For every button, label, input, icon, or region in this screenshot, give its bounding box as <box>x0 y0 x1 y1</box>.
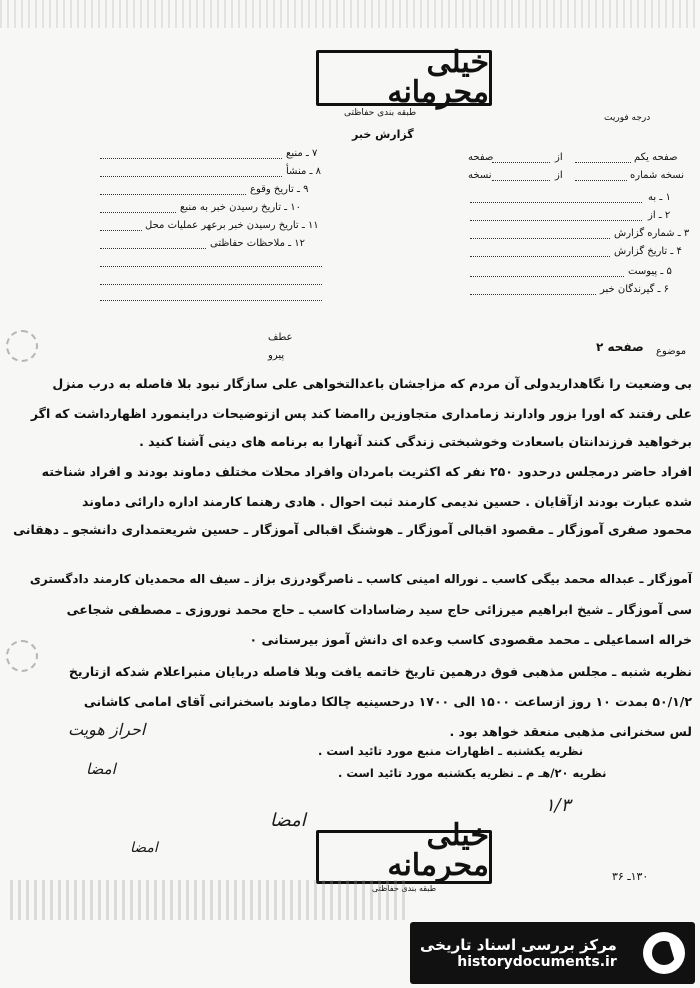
field-10: ۱۰ ـ تاریخ رسیدن خبر به منبع <box>180 202 302 213</box>
field-9: ۹ ـ تاریخ وقوع <box>250 184 309 195</box>
dotted-line <box>100 194 246 195</box>
classification-caption: طبقه بندی حفاظتی <box>371 884 437 893</box>
dotted-line <box>470 220 642 221</box>
az-label: از <box>555 170 563 181</box>
classification-text: خیلی محرمانه <box>387 818 489 883</box>
body-line: علی رفتند که اورا بزور وادارند زمامداری متجاوزین راامضا کند پس ازتوضیحات دراینمورد اظهارداشت که اگر <box>30 406 692 421</box>
dotted-line <box>100 230 142 231</box>
body-line: ۵۰/۱/۲ بمدت ۱۰ روز ازساعت ۱۵۰۰ الی ۱۷۰۰ درحسینیه چالکا دماوند باسخنرانی آقای امامی کاشانی <box>83 694 692 709</box>
dotted-line <box>470 276 624 277</box>
logo-text-block <box>420 936 617 970</box>
body-line: افراد حاضر درمجلس درحدود ۲۵۰ نفر که اکثریت بامردان وافراد محلات مختلف دماوند بودند و افراد شناخته <box>41 464 692 479</box>
field-12: ۱۲ ـ ملاحظات حفاظتی <box>210 238 305 249</box>
handwritten-date: ۱/۳ <box>545 795 571 816</box>
punch-hole-mark <box>6 640 38 672</box>
punch-hole-mark <box>6 330 38 362</box>
scan-noise <box>10 880 405 920</box>
dotted-line <box>492 180 550 181</box>
dotted-line <box>470 294 596 295</box>
field-11: ۱۱ ـ تاریخ رسیدن خبر برعهر عملیات محل <box>145 220 319 231</box>
classification-stamp-bottom <box>316 818 492 893</box>
scan-noise <box>0 0 700 28</box>
copy-word: نسخه <box>468 170 492 181</box>
logo-title: مرکز بررسی اسناد تاریخی <box>420 936 617 954</box>
body-line: آموزگار ـ عبداله محمد بیگی کاسب ـ نوراله امینی کاسب ـ ناصرگودرزی بزاز ـ سیف اله محمدیان کارمند دادگستری <box>29 572 692 586</box>
atf-label: عطف <box>268 332 293 343</box>
field-2: ۲ ـ از <box>648 210 671 221</box>
page-number: صفحه ۲ <box>596 340 644 354</box>
body-line: برخواهید فرزندانتان باسعادت وخوشبختی زندگی کنند آنهارا به برنامه های دینی آشنا کنید . <box>139 434 692 449</box>
az-label: از <box>555 152 563 163</box>
urgency-label: درجه فوریت <box>604 113 651 123</box>
form-title: گزارش خبر <box>352 128 414 141</box>
note-yekshanbe: نظریه یکشنبه ـ اظهارات منبع مورد تائید است . <box>318 744 584 758</box>
body-line: لس سخنرانی مذهبی منعقد خواهد بود . <box>449 724 692 739</box>
archive-logo-banner <box>410 922 695 984</box>
handwritten-signature: ﺍﻣﻀﺎ <box>86 760 116 778</box>
dotted-line <box>100 158 282 159</box>
handwritten-signature: ﺍﻣﻀﺎ <box>270 810 306 831</box>
dotted-line <box>100 266 322 267</box>
handwritten-signature: ﺍﻣﻀﺎ <box>130 840 158 856</box>
field-4: ۴ ـ تاریخ گزارش <box>614 246 682 257</box>
dotted-line <box>492 162 550 163</box>
dotted-line <box>470 202 642 203</box>
field-5: ۵ ـ پیوست <box>628 266 672 277</box>
dotted-line <box>575 180 627 181</box>
note-sevom: نظریه ۲۰/هـ م ـ نظریه یکشنبه مورد تائید است . <box>338 766 607 780</box>
dotted-line <box>100 176 282 177</box>
copy-row-label: نسخه شماره <box>630 170 684 181</box>
body-line: محمود صفری آموزگار ـ مقصود اقبالی آموزگار ـ هوشنگ اقبالی آموزگار ـ حسین شریعتمداری دانشجو ـ دهقانی <box>13 522 692 537</box>
field-1: ۱ ـ به <box>648 192 671 203</box>
body-line: نظریه شنبه ـ مجلس مذهبی فوق درهمین تاریخ خاتمه یافت وبلا فاصله دربایان منبراعلام شدکه ازتاریخ <box>68 664 692 679</box>
field-6: ۶ ـ گیرندگان خبر <box>600 284 670 295</box>
dotted-line <box>100 300 322 301</box>
logo-url: historydocuments.ir <box>457 954 617 970</box>
body-line: سی آموزگار ـ شیخ ابراهیم میرزائی حاج سید رضاسادات کاسب ـ حاج محمد نوروزی ـ مصطفی شجاعی <box>66 602 692 617</box>
classification-text: خیلی محرمانه <box>387 45 489 110</box>
page-row-label: صفحه یکم <box>634 152 678 163</box>
handwritten-note: ﺍﺣﺮﺍﺯ ﻫﻮﻳﺖ <box>68 720 146 739</box>
page-word: صفحه <box>468 152 494 163</box>
field-8: ۸ ـ منشأ <box>286 166 322 177</box>
dotted-line <box>100 248 206 249</box>
body-line: خراله اسماعیلی ـ محمد مقصودی کاسب وعده ای دانش آموز بیرستانی ۰ <box>249 632 692 647</box>
field-7: ۷ ـ منبع <box>286 148 318 159</box>
field-3: ۳ ـ شماره گزارش <box>614 228 690 239</box>
archive-emblem-icon <box>643 932 685 974</box>
dotted-line <box>575 162 631 163</box>
dotted-line <box>100 284 322 285</box>
classification-stamp-top <box>316 45 492 110</box>
classification-caption: طبقه بندی حفاظتی <box>344 108 417 118</box>
body-line: شده عبارت بودند ازآقایان . حسین ندیمی کارمند ثبت احوال . هادی رهنما کارمند اداره دارائی دماوند <box>82 494 692 509</box>
body-line: بی وضعیت را نگاهداریدولی آن مردم که مزاجشان باعدالتخواهی علی سازگار نبود بلا فاصله به درب منزل <box>52 376 692 391</box>
dotted-line <box>470 256 610 257</box>
subject-label: موضوع <box>656 346 687 357</box>
dotted-line <box>100 212 176 213</box>
dotted-line <box>470 238 610 239</box>
peyro-label: پیرو <box>268 350 285 361</box>
document-code: ۱۳۰ـ ۳۶ <box>612 870 649 883</box>
